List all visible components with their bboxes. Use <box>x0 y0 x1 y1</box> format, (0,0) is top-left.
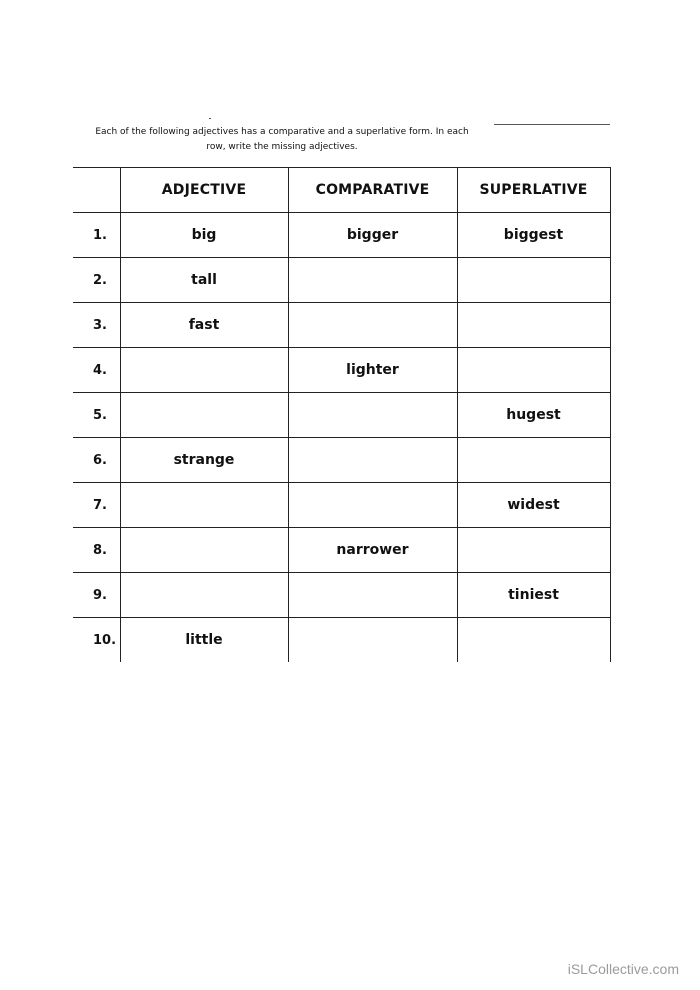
adjective-cell[interactable]: big <box>120 213 288 258</box>
table-row <box>73 213 610 258</box>
adjective-cell[interactable] <box>120 393 288 438</box>
table-row <box>73 483 610 528</box>
comparative-cell[interactable]: lighter <box>288 348 457 393</box>
table-row <box>73 348 610 393</box>
adjective-cell[interactable] <box>120 348 288 393</box>
header-superlative: SUPERLATIVE <box>457 168 610 213</box>
instructions-line-1: Each of the following adjectives has a comparative and a superlative form. In each <box>95 127 469 137</box>
site-watermark: iSLCollective.com <box>567 961 679 977</box>
adjective-cell[interactable] <box>120 573 288 618</box>
superlative-cell[interactable]: tiniest <box>457 573 610 618</box>
row-number: 2. <box>73 258 120 303</box>
adjective-cell[interactable]: tall <box>120 258 288 303</box>
adjective-table <box>73 167 611 662</box>
table-row <box>73 438 610 483</box>
superlative-cell[interactable] <box>457 258 610 303</box>
comparative-cell[interactable]: bigger <box>288 213 457 258</box>
adjective-cell[interactable]: little <box>120 618 288 663</box>
adjective-cell[interactable] <box>120 483 288 528</box>
table-row <box>73 618 610 663</box>
superlative-cell[interactable] <box>457 618 610 663</box>
row-number: 5. <box>73 393 120 438</box>
row-number: 9. <box>73 573 120 618</box>
adjective-cell[interactable]: strange <box>120 438 288 483</box>
superlative-cell[interactable]: widest <box>457 483 610 528</box>
header-adjective: ADJECTIVE <box>120 168 288 213</box>
row-number: 7. <box>73 483 120 528</box>
superlative-cell[interactable] <box>457 438 610 483</box>
instructions <box>72 125 492 155</box>
row-number: 10. <box>73 618 120 663</box>
comparative-cell[interactable] <box>288 303 457 348</box>
comparative-cell[interactable] <box>288 483 457 528</box>
table-row <box>73 573 610 618</box>
comparative-cell[interactable] <box>288 258 457 303</box>
table-header-row <box>73 168 610 213</box>
name-underline <box>494 124 610 125</box>
row-number: 3. <box>73 303 120 348</box>
adjective-cell[interactable]: fast <box>120 303 288 348</box>
row-number: 8. <box>73 528 120 573</box>
table-row <box>73 528 610 573</box>
superlative-cell[interactable] <box>457 348 610 393</box>
comparative-cell[interactable] <box>288 573 457 618</box>
row-number: 4. <box>73 348 120 393</box>
superlative-cell[interactable]: hugest <box>457 393 610 438</box>
row-number: 1. <box>73 213 120 258</box>
table-row <box>73 393 610 438</box>
instructions-line-2: row, write the missing adjectives. <box>206 142 358 152</box>
superlative-cell[interactable] <box>457 303 610 348</box>
superlative-cell[interactable] <box>457 528 610 573</box>
table-row <box>73 258 610 303</box>
comparative-cell[interactable] <box>288 438 457 483</box>
header-comparative: COMPARATIVE <box>288 168 457 213</box>
stray-mark <box>209 118 211 119</box>
header-number <box>73 168 120 213</box>
comparative-cell[interactable] <box>288 618 457 663</box>
superlative-cell[interactable]: biggest <box>457 213 610 258</box>
comparative-cell[interactable] <box>288 393 457 438</box>
adjective-cell[interactable] <box>120 528 288 573</box>
comparative-cell[interactable]: narrower <box>288 528 457 573</box>
row-number: 6. <box>73 438 120 483</box>
table-row <box>73 303 610 348</box>
